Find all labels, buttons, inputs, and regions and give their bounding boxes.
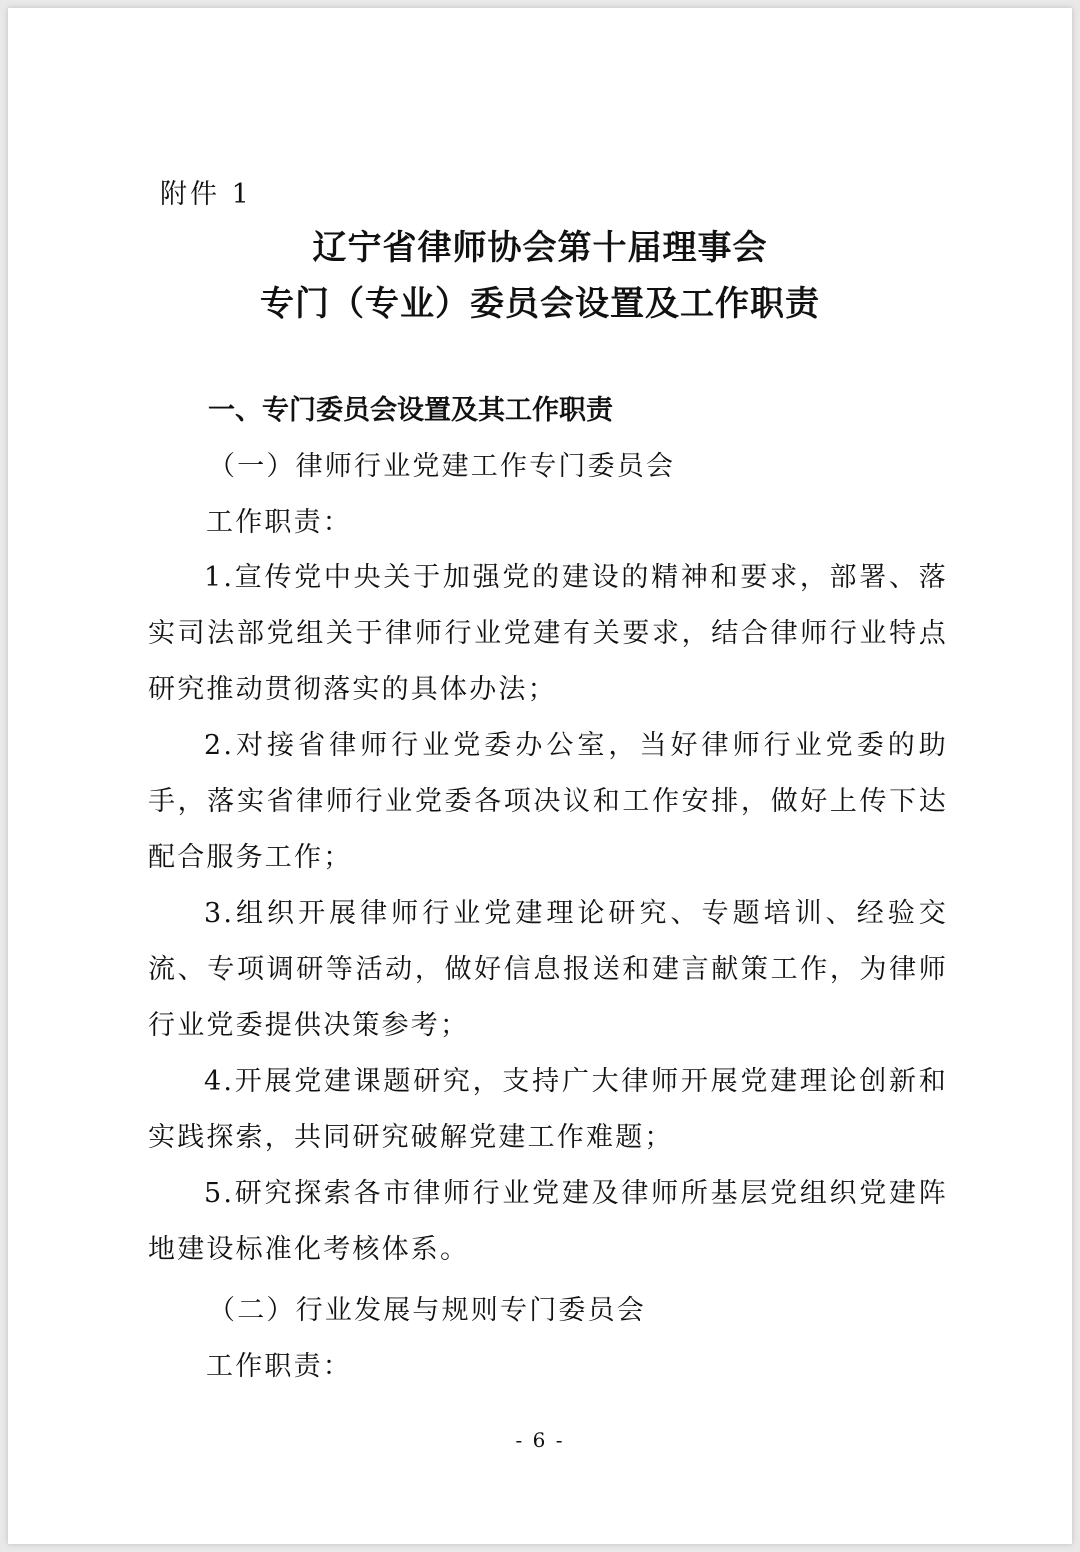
annex-label: 附件 1 [160,179,252,210]
duty-item-3: 3.组织开展律师行业党建理论研究、专题培训、经验交流、专项调研等活动，做好信息报送和建言献策工作，为律师行业党委提供决策参考； [148,898,948,1041]
section-1-heading: 一、专门委员会设置及其工作职责 [208,395,613,426]
committee-1-duties-label: 工作职责： [206,507,352,538]
committee-1-heading: （一）律师行业党建工作专门委员会 [208,451,676,482]
document-title-line-1: 辽宁省律师协会第十届理事会 [312,228,768,268]
page-number: - 6 - [515,1428,565,1452]
committee-2-heading: （二）行业发展与规则专门委员会 [208,1295,646,1326]
document-page [8,8,1072,1544]
duty-item-2: 2.对接省律师行业党委办公室，当好律师行业党委的助手，落实省律师行业党委各项决议和工作安排，做好上传下达配合服务工作； [148,730,948,873]
duty-item-1: 1.宣传党中央关于加强党的建设的精神和要求，部署、落实司法部党组关于律师行业党建有关要求，结合律师行业特点研究推动贯彻落实的具体办法； [148,562,948,705]
document-title-line-2: 专门（专业）委员会设置及工作职责 [260,284,820,324]
duty-item-4: 4.开展党建课题研究，支持广大律师开展党建理论创新和实践探索，共同研究破解党建工作难题； [148,1066,948,1153]
committee-2-duties-label: 工作职责： [206,1351,352,1382]
duty-item-5: 5.研究探索各市律师行业党建及律师所基层党组织党建阵地建设标准化考核体系。 [148,1178,948,1265]
